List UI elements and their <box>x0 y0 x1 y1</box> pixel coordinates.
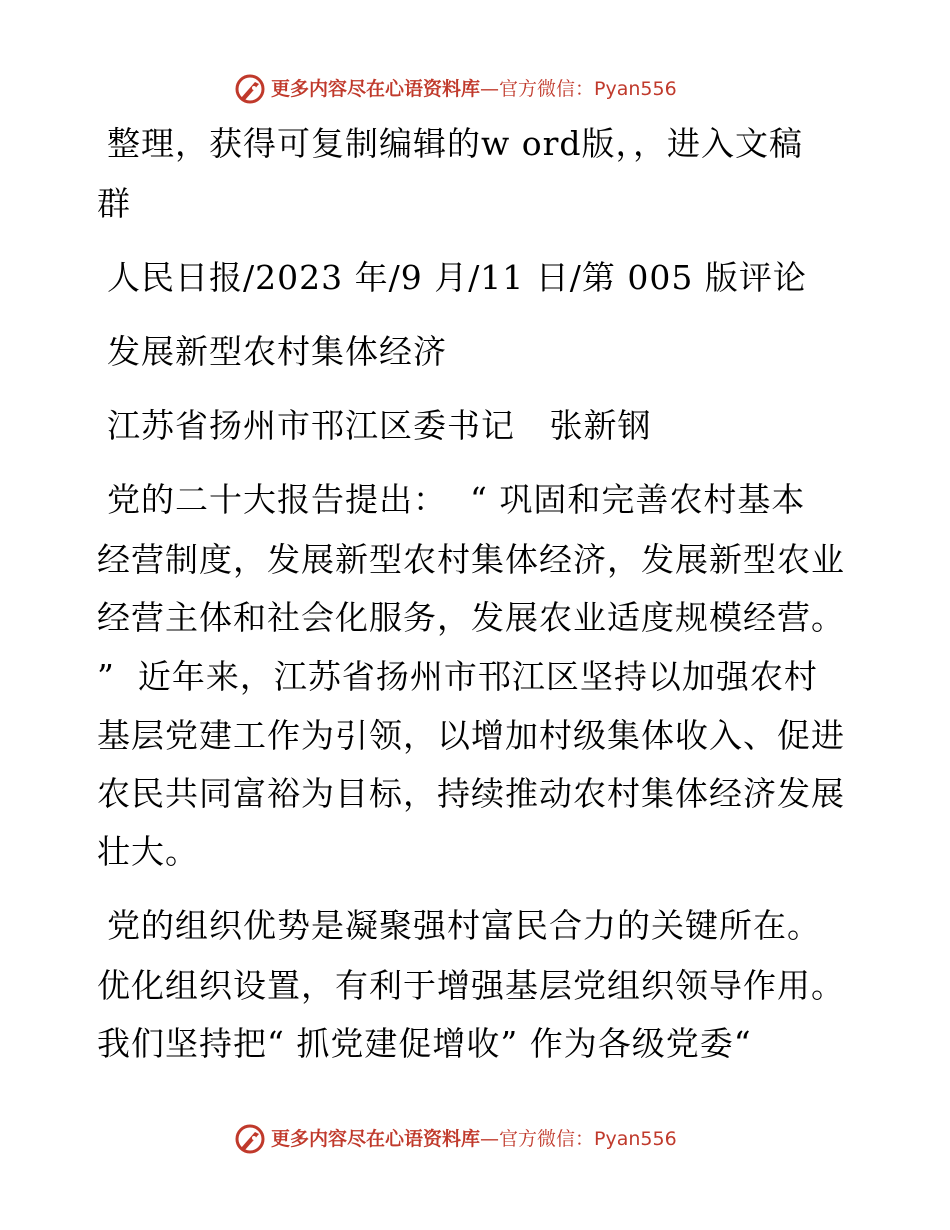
text-line: 群 <box>97 184 131 223</box>
watermark-main: 更多内容尽在心语资料库 <box>271 78 481 100</box>
watermark-contact: 官方微信：Pyan556 <box>499 1128 677 1150</box>
paragraph-line: 优化组织设置，有利于增强基层党组织领导作用。 <box>97 966 845 1005</box>
pen-nib-circle-icon <box>233 72 267 106</box>
watermark-text <box>271 78 677 100</box>
paragraph-line: 我们坚持把“ 抓党建促增收” 作为各级党委“ <box>97 1024 752 1063</box>
article-title: 发展新型农村集体经济 <box>107 332 447 371</box>
pen-nib-circle-icon <box>233 1122 267 1156</box>
paragraph-line: 基层党建工作为引领，以增加村级集体收入、促进 <box>97 716 845 755</box>
watermark-contact: 官方微信：Pyan556 <box>499 78 677 100</box>
text-line: 整理，获得可复制编辑的w ord版，，进入文稿 <box>107 124 804 163</box>
paragraph-line: ” 近年来，江苏省扬州市邗江区坚持以加强农村 <box>97 657 818 696</box>
author-line: 江苏省扬州市邗江区委书记 张新钢 <box>107 406 652 445</box>
watermark-dash: — <box>480 1128 500 1150</box>
footer-watermark <box>0 1120 950 1160</box>
paragraph-line: 经营制度，发展新型农村集体经济，发展新型农业 <box>97 540 845 579</box>
paragraph-line: 经营主体和社会化服务，发展农业适度规模经营。 <box>97 598 845 637</box>
watermark-dash: — <box>480 78 500 100</box>
paragraph-line: 党的二十大报告提出： “ 巩固和完善农村基本 <box>107 480 806 519</box>
header-watermark <box>0 70 950 110</box>
paragraph-line: 农民共同富裕为目标，持续推动农村集体经济发展 <box>97 774 845 813</box>
watermark-text <box>271 1128 677 1150</box>
source-line: 人民日报/2023 年/9 月/11 日/第 005 版评论 <box>107 258 807 297</box>
paragraph-line: 壮大。 <box>97 832 199 871</box>
paragraph-line: 党的组织优势是凝聚强村富民合力的关键所在。 <box>107 906 821 945</box>
watermark-main: 更多内容尽在心语资料库 <box>271 1128 481 1150</box>
